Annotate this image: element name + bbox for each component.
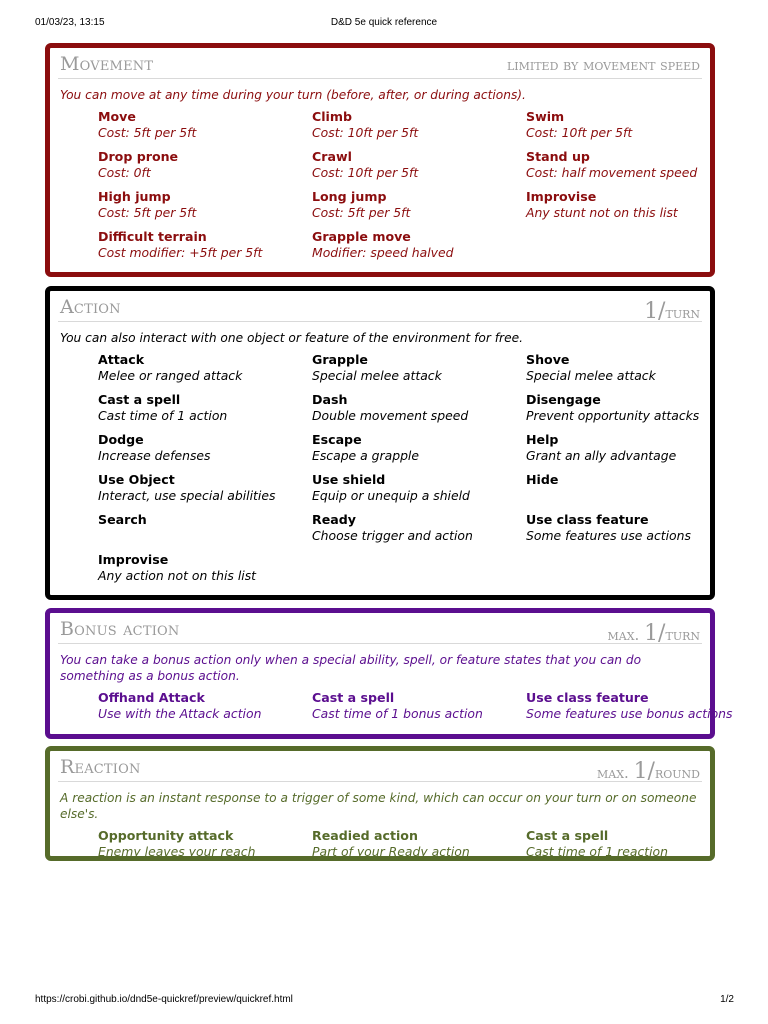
item-description: Some features use actions [526, 528, 691, 543]
action-item[interactable] [98, 512, 312, 544]
item-description: Part of your Ready action [312, 844, 470, 859]
item-name: Use Object [98, 472, 175, 487]
reaction-item[interactable] [312, 828, 526, 860]
limit-unit: round [654, 764, 700, 782]
action-item[interactable] [312, 512, 526, 544]
bonus-item[interactable] [98, 690, 312, 722]
limit-count: 1/ [633, 759, 655, 784]
item-description: Choose trigger and action [312, 528, 473, 543]
action-item[interactable] [526, 432, 726, 464]
item-name: Opportunity attack [98, 828, 234, 843]
item-description: Cost: 5ft per 5ft [312, 205, 411, 220]
item-name: Climb [312, 109, 353, 124]
movement-section [45, 43, 715, 277]
item-name: Difficult terrain [98, 229, 207, 244]
movement-item[interactable] [526, 149, 726, 181]
item-description: Melee or ranged attack [98, 368, 243, 383]
item-grid [98, 690, 733, 722]
item-description: Equip or unequip a shield [312, 488, 470, 503]
action-item[interactable] [526, 352, 726, 384]
limit-count: 1/ [644, 621, 666, 646]
movement-item[interactable] [98, 189, 312, 221]
item-description: Any action not on this list [98, 568, 257, 583]
item-description: Escape a grapple [312, 448, 419, 463]
action-item[interactable] [312, 472, 526, 504]
item-description: Cast time of 1 bonus action [312, 706, 483, 721]
item-description: Modifier: speed halved [312, 245, 454, 260]
item-name: Hide [526, 472, 559, 487]
item-name: Crawl [312, 149, 352, 164]
item-description: Grant an ally advantage [526, 448, 677, 463]
limit-count: 1/ [644, 299, 666, 324]
limit-unit: turn [665, 626, 700, 644]
print-date: 01/03/23, 13:15 [35, 17, 105, 28]
item-description: Cost: 10ft per 5ft [526, 125, 633, 140]
item-description: Enemy leaves your reach [98, 844, 256, 859]
item-name: Dash [312, 392, 348, 407]
movement-item[interactable] [526, 109, 726, 141]
item-description: Cost: 0ft [98, 165, 151, 180]
item-name: Use class feature [526, 690, 649, 705]
section-header[interactable] [58, 291, 702, 322]
action-item[interactable] [98, 352, 312, 384]
movement-item[interactable] [312, 109, 526, 141]
action-item[interactable] [98, 552, 312, 584]
section-header[interactable] [58, 751, 702, 782]
item-description: Some features use bonus actions [526, 706, 733, 721]
item-name: Grapple [312, 352, 368, 367]
action-item[interactable] [98, 472, 312, 504]
item-description: Cost: 10ft per 5ft [312, 165, 419, 180]
limit-prefix: max. [607, 626, 645, 644]
item-name: Cast a spell [312, 690, 395, 705]
print-header [0, 17, 768, 31]
item-description: Cost: half movement speed [526, 165, 698, 180]
section-limit [607, 621, 700, 646]
item-name: Ready [312, 512, 356, 527]
item-name: Drop prone [98, 149, 179, 164]
item-name: Attack [98, 352, 145, 367]
section-header[interactable] [58, 613, 702, 644]
movement-item[interactable] [312, 229, 526, 261]
item-name: Escape [312, 432, 362, 447]
item-name: Cast a spell [98, 392, 181, 407]
reaction-item[interactable] [526, 828, 726, 860]
item-description: Cost: 10ft per 5ft [312, 125, 419, 140]
item-name: Swim [526, 109, 565, 124]
section-header[interactable] [58, 48, 702, 79]
print-footer [0, 994, 768, 1008]
item-name: Shove [526, 352, 570, 367]
item-grid [98, 352, 710, 584]
section-limit: limited by movement speed [506, 56, 700, 74]
bonus-action-section [45, 608, 733, 739]
action-section [45, 286, 715, 600]
item-description: Prevent opportunity attacks [526, 408, 700, 423]
section-description: A reaction is an instant response to a trigger of some kind, which can occur on your turn or on someone else's. [60, 791, 697, 821]
section-description: You can take a bonus action only when a special ability, spell, or feature states that you can do something as a bonus action. [60, 653, 642, 683]
item-name: Long jump [312, 189, 387, 204]
action-item[interactable] [526, 472, 726, 504]
action-item[interactable] [312, 392, 526, 424]
reaction-section [45, 746, 715, 861]
item-name: Dodge [98, 432, 144, 447]
document-title: D&D 5e quick reference [330, 17, 438, 28]
item-description: Double movement speed [312, 408, 469, 423]
item-description: Any stunt not on this list [526, 205, 678, 220]
page-number: 1/2 [720, 994, 734, 1005]
item-name: Improvise [98, 552, 169, 567]
section-limit [597, 759, 700, 784]
action-item[interactable] [526, 512, 726, 544]
section-description: You can also interact with one object or feature of the environment for free. [60, 331, 523, 345]
limit-unit: turn [665, 304, 700, 322]
bonus-item[interactable] [312, 690, 526, 722]
section-limit [644, 299, 700, 324]
section-title: Action [60, 296, 121, 318]
item-name: Use class feature [526, 512, 649, 527]
movement-item[interactable] [312, 189, 526, 221]
item-description: Use with the Attack action [98, 706, 262, 721]
action-item[interactable] [312, 432, 526, 464]
item-description: Increase defenses [98, 448, 211, 463]
action-item[interactable] [98, 432, 312, 464]
action-item[interactable] [312, 352, 526, 384]
action-item[interactable] [526, 392, 726, 424]
limit-prefix: max. [596, 764, 634, 782]
item-description: Cast time of 1 reaction [526, 844, 668, 859]
item-name: Use shield [312, 472, 386, 487]
bonus-item[interactable] [526, 690, 733, 722]
reaction-item[interactable] [98, 828, 312, 860]
movement-item[interactable] [526, 189, 726, 221]
item-name: Offhand Attack [98, 690, 205, 705]
item-name: Readied action [312, 828, 418, 843]
movement-item[interactable] [312, 149, 526, 181]
movement-item[interactable] [98, 109, 312, 141]
item-name: Search [98, 512, 147, 527]
item-name: High jump [98, 189, 171, 204]
item-grid [98, 828, 710, 860]
section-description: You can move at any time during your turn (before, after, or during actions). [60, 88, 526, 102]
item-name: Disengage [526, 392, 601, 407]
movement-item[interactable] [98, 229, 312, 261]
section-title: Reaction [60, 756, 141, 778]
item-name: Improvise [526, 189, 597, 204]
item-description: Interact, use special abilities [98, 488, 276, 503]
section-title: Bonus action [60, 618, 180, 640]
item-description: Cast time of 1 action [98, 408, 228, 423]
action-item[interactable] [98, 392, 312, 424]
item-description: Cost: 5ft per 5ft [98, 205, 197, 220]
item-description: Cost: 5ft per 5ft [98, 125, 197, 140]
movement-item[interactable] [98, 149, 312, 181]
item-description: Cost modifier: +5ft per 5ft [98, 245, 263, 260]
item-name: Stand up [526, 149, 590, 164]
page-url: https://crobi.github.io/dnd5e-quickref/preview/quickref.html [35, 994, 293, 1005]
item-name: Move [98, 109, 136, 124]
item-grid [98, 109, 710, 261]
section-title: Movement [60, 53, 154, 75]
item-description: Special melee attack [312, 368, 442, 383]
item-name: Grapple move [312, 229, 411, 244]
item-name: Cast a spell [526, 828, 609, 843]
item-name: Help [526, 432, 559, 447]
item-description: Special melee attack [526, 368, 656, 383]
